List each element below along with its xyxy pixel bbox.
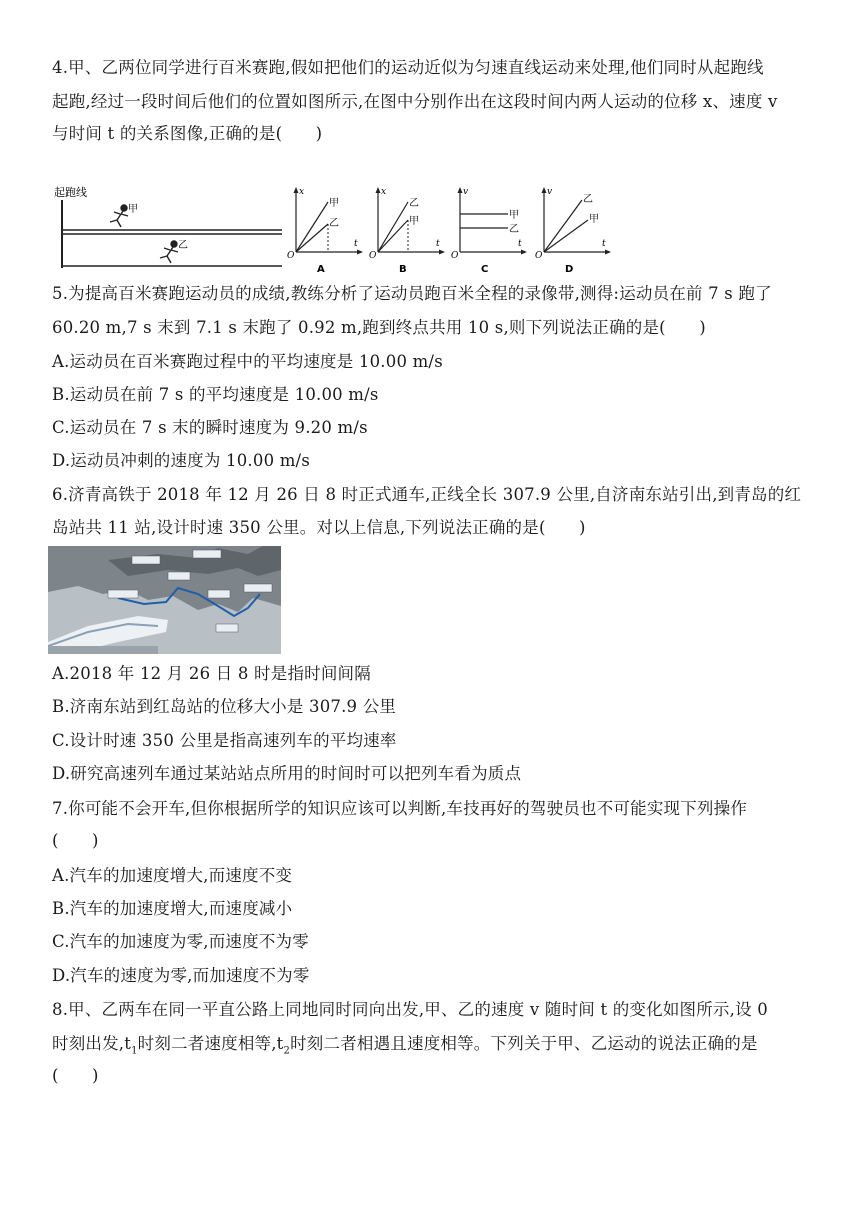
runner-a-icon xyxy=(110,205,128,227)
graph-d-x-axis: t xyxy=(602,239,606,249)
q6-stem-line-1: 6.济青高铁于 2018 年 12 月 26 日 8 时正式通车,正线全长 307.9 公里,自济南东站引出,到青岛的红 xyxy=(52,485,802,504)
graph-d-origin: O xyxy=(535,251,543,261)
q4-stem-line-2: 起跑,经过一段时间后他们的位置如图所示,在图中分别作出在这段时间内两人运动的位移 x、速度 v xyxy=(52,92,778,111)
graph-c-origin: O xyxy=(451,251,459,261)
q6-option-a: A.2018 年 12 月 26 日 8 时是指时间间隔 xyxy=(52,664,371,683)
graph-a-origin: O xyxy=(287,251,295,261)
q4-graph-A xyxy=(284,184,364,276)
q6-option-b: B.济南东站到红岛站的位移大小是 307.9 公里 xyxy=(52,697,397,716)
graph-c-letter: C xyxy=(481,264,489,275)
graph-d-curve-label: 乙 xyxy=(583,194,593,205)
q4-graph-B xyxy=(366,184,446,276)
q6-option-c: C.设计时速 350 公里是指高速列车的平均速率 xyxy=(52,731,397,750)
q4-graph-C xyxy=(448,184,528,276)
graph-c-curve-label: 乙 xyxy=(509,224,519,235)
q8-stem-line-1: 8.甲、乙两车在同一平直公路上同地同时同向出发,甲、乙的速度 v 随时间 t 的变化如图所示,设 0 xyxy=(52,1000,768,1019)
graph-d-letter: D xyxy=(565,264,574,275)
graph-a-y-axis: x xyxy=(299,187,305,197)
q8-subscript-2: 2 xyxy=(283,1045,291,1057)
graph-a-x-axis: t xyxy=(354,239,358,249)
q5-option-b: B.运动员在前 7 s 的平均速度是 10.00 m/s xyxy=(52,385,379,404)
graph-a-curve-label: 乙 xyxy=(329,218,339,229)
q6-stem-line-2: 岛站共 11 站,设计时速 350 公里。对以上信息,下列说法正确的是( ) xyxy=(52,518,586,537)
q8-text-b: 时刻二者速度相等,t xyxy=(137,1034,284,1053)
graph-b-y-axis: x xyxy=(381,187,387,197)
graph-b-curve-label: 乙 xyxy=(409,198,419,209)
q7-option-d: D.汽车的速度为零,而加速度不为零 xyxy=(52,966,310,985)
q7-option-a: A.汽车的加速度增大,而速度不变 xyxy=(52,866,293,885)
q7-option-c: C.汽车的加速度为零,而速度不为零 xyxy=(52,932,309,951)
graph-b-curve-label: 甲 xyxy=(409,216,419,227)
q8-stem-line-2 xyxy=(52,1034,758,1061)
graph-a-letter: A xyxy=(317,264,325,275)
runner-b-icon xyxy=(160,241,178,263)
graph-d-y-axis: v xyxy=(547,187,553,197)
q5-option-c: C.运动员在 7 s 末的瞬时速度为 9.20 m/s xyxy=(52,418,368,437)
q5-stem-line-2: 60.20 m,7 s 末到 7.1 s 末跑了 0.92 m,跑到终点共用 10 s,则下列说法正确的是( ) xyxy=(52,318,706,337)
q5-option-d: D.运动员冲刺的速度为 10.00 m/s xyxy=(52,451,310,470)
q4-stem-line-1: 4.甲、乙两位同学进行百米赛跑,假如把他们的运动近似为匀速直线运动来处理,他们同时从起跑线 xyxy=(52,58,764,77)
graph-b-letter: B xyxy=(399,264,407,275)
q4-stem-line-3: 与时间 t 的关系图像,正确的是( ) xyxy=(52,124,323,143)
q7-stem-line-1: 7.你可能不会开车,但你根据所学的知识应该可以判断,车技再好的驾驶员也不可能实现下列操作 xyxy=(52,799,748,818)
q4-graph-D xyxy=(532,184,612,276)
start-line-label: 起跑线 xyxy=(54,186,87,199)
runner-a-label: 甲 xyxy=(128,204,138,215)
q8-text-a: 时刻出发,t xyxy=(52,1034,132,1053)
q4-track-figure xyxy=(52,182,284,272)
q8-text-c: 时刻二者相遇且速度相等。下列关于甲、乙运动的说法正确的是 xyxy=(290,1034,758,1053)
q8-stem-line-3: ( ) xyxy=(52,1066,99,1085)
q5-stem-line-1: 5.为提高百米赛跑运动员的成绩,教练分析了运动员跑百米全程的录像带,测得:运动员在前 7 s 跑了 xyxy=(52,284,772,303)
graph-c-x-axis: t xyxy=(518,239,522,249)
q7-option-b: B.汽车的加速度增大,而速度减小 xyxy=(52,899,293,918)
graph-c-curve-label: 甲 xyxy=(509,210,519,221)
q8-subscript-1: 1 xyxy=(131,1045,138,1057)
runner-b-label: 乙 xyxy=(178,240,188,251)
graph-a-curve-label: 甲 xyxy=(329,198,339,209)
q5-option-a: A.运动员在百米赛跑过程中的平均速度是 10.00 m/s xyxy=(52,352,443,371)
railway-map-image xyxy=(48,546,281,654)
graph-b-origin: O xyxy=(369,251,377,261)
q6-option-d: D.研究高速列车通过某站站点所用的时间时可以把列车看为质点 xyxy=(52,764,522,783)
q7-stem-line-2: ( ) xyxy=(52,831,99,850)
graph-d-curve-label: 甲 xyxy=(589,214,599,225)
graph-b-x-axis: t xyxy=(436,239,440,249)
graph-c-y-axis: v xyxy=(463,187,469,197)
